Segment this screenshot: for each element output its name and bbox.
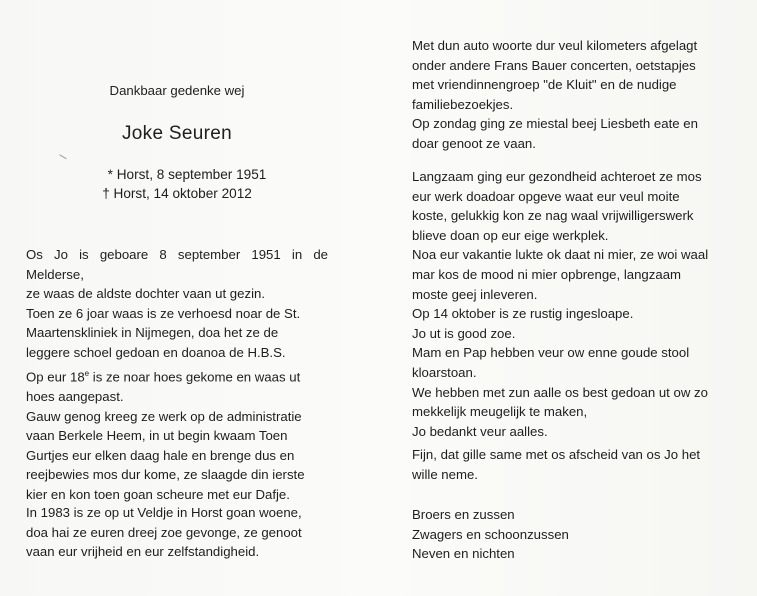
right-paragraph-3 <box>412 445 716 484</box>
left-paragraph-1 <box>26 245 328 363</box>
ordinal-suffix: e <box>84 369 90 378</box>
text-line: Jo ut is good zoe. <box>412 325 516 341</box>
text-line: Jo bedankt veur aalles. <box>412 423 548 439</box>
text-line: reejbewies mos dur kome, ze slaagde din ierste <box>26 467 305 483</box>
text-line: vaan Berkele Heem, in ut begin kwaam Toen <box>26 428 288 444</box>
text-part: Op eur 18 <box>26 369 85 385</box>
text-line: We hebben met zun aalle os best gedoan ut ow zo <box>412 384 708 400</box>
birth-date: * Horst, 8 september 1951 <box>107 167 267 182</box>
text-line: koste, gelukkig kon ze nag waal vrijwilligerswerk <box>412 208 694 224</box>
text-line: met vriendinnengroep "de Kluit" en de nudige <box>412 77 677 93</box>
signatory-line: Neven en nichten <box>412 546 515 562</box>
right-paragraph-2 <box>412 167 716 441</box>
print-speck <box>57 154 66 162</box>
deceased-name: Joke Seuren <box>122 123 232 144</box>
text-line: doa hai ze euren dreej zoe gevonge, ze genoot <box>26 524 302 540</box>
text-line: familiebezoekjes. <box>412 96 514 112</box>
signatories <box>412 505 716 564</box>
right-paragraph-1 <box>412 36 716 154</box>
text-line: kloarstoan. <box>412 364 477 380</box>
text-line: moste geej inleveren. <box>412 286 538 302</box>
death-date: † Horst, 14 oktober 2012 <box>102 186 252 201</box>
gedenke-line: Dankbaar gedenke wej <box>109 83 245 98</box>
dates-block <box>26 165 328 203</box>
text-line: hoes aangepast. <box>26 388 124 404</box>
text-line: Met dun auto woorte dur veul kilometers afgelagt <box>412 38 698 53</box>
signatory-line: Broers en zussen <box>412 507 515 522</box>
text-line: kier en kon toen goan scheure met eur Dafje. <box>26 486 290 502</box>
text-line: leggere schoel gedoan en doanoa de H.B.S. <box>26 344 286 360</box>
left-paragraph-3 <box>26 503 328 562</box>
text-line: ze waas de aldste dochter vaan ut gezin. <box>26 286 265 302</box>
text-line: wille neme. <box>412 466 478 482</box>
text-line: Mam en Pap hebben veur ow enne goude stool <box>412 345 690 361</box>
text-line: Os Jo is geboare 8 september 1951 in de Melderse, <box>26 247 328 282</box>
text-line: mekkelijk meugelijk te maken, <box>412 404 588 420</box>
text-line: blieve doan op eur eige werkplek. <box>412 227 609 243</box>
text-line: Toen ze 6 joar waas is ze verhoesd noar de St. <box>26 305 301 321</box>
text-line: Maartenskliniek in Nijmegen, doa het ze de <box>26 325 279 341</box>
text-line: onder andere Frans Bauer concerten, oetstapjes <box>412 57 696 73</box>
text-line: doar genoot ze vaan. <box>412 135 536 151</box>
text-line: Op 14 oktober is ze rustig ingesloape. <box>412 306 634 322</box>
text-line: Fijn, dat gille same met os afscheid van os Jo het <box>412 447 701 462</box>
left-paragraph-2 <box>26 364 328 505</box>
text-line: eur werk doadoar opgeve waat eur veul moite <box>412 188 680 204</box>
text-line <box>26 364 328 387</box>
text-line: vaan eur vrijheid en eur zelfstandigheid. <box>26 544 260 560</box>
text-line: Langzaam ging eur gezondheid achteroet ze mos <box>412 169 702 184</box>
signatory-line: Zwagers en schoonzussen <box>412 526 569 542</box>
text-line: Noa eur vakantie lukte ok daat ni mier, ze woi waal <box>412 247 709 263</box>
text-line: Gauw genog kreeg ze werk op de administratie <box>26 408 302 424</box>
text-line: In 1983 is ze op ut Veldje in Horst goan woene, <box>26 505 302 520</box>
text-line: mar kos de mood ni mier opbrenge, langzaam <box>412 266 682 282</box>
text-part: is ze noar hoes gekome en waas ut <box>89 369 301 385</box>
text-line: Op zondag ging ze miestal beej Liesbeth eate en <box>412 116 698 132</box>
text-line: Gurtjes eur elken daag hale en brenge dus en <box>26 447 295 463</box>
